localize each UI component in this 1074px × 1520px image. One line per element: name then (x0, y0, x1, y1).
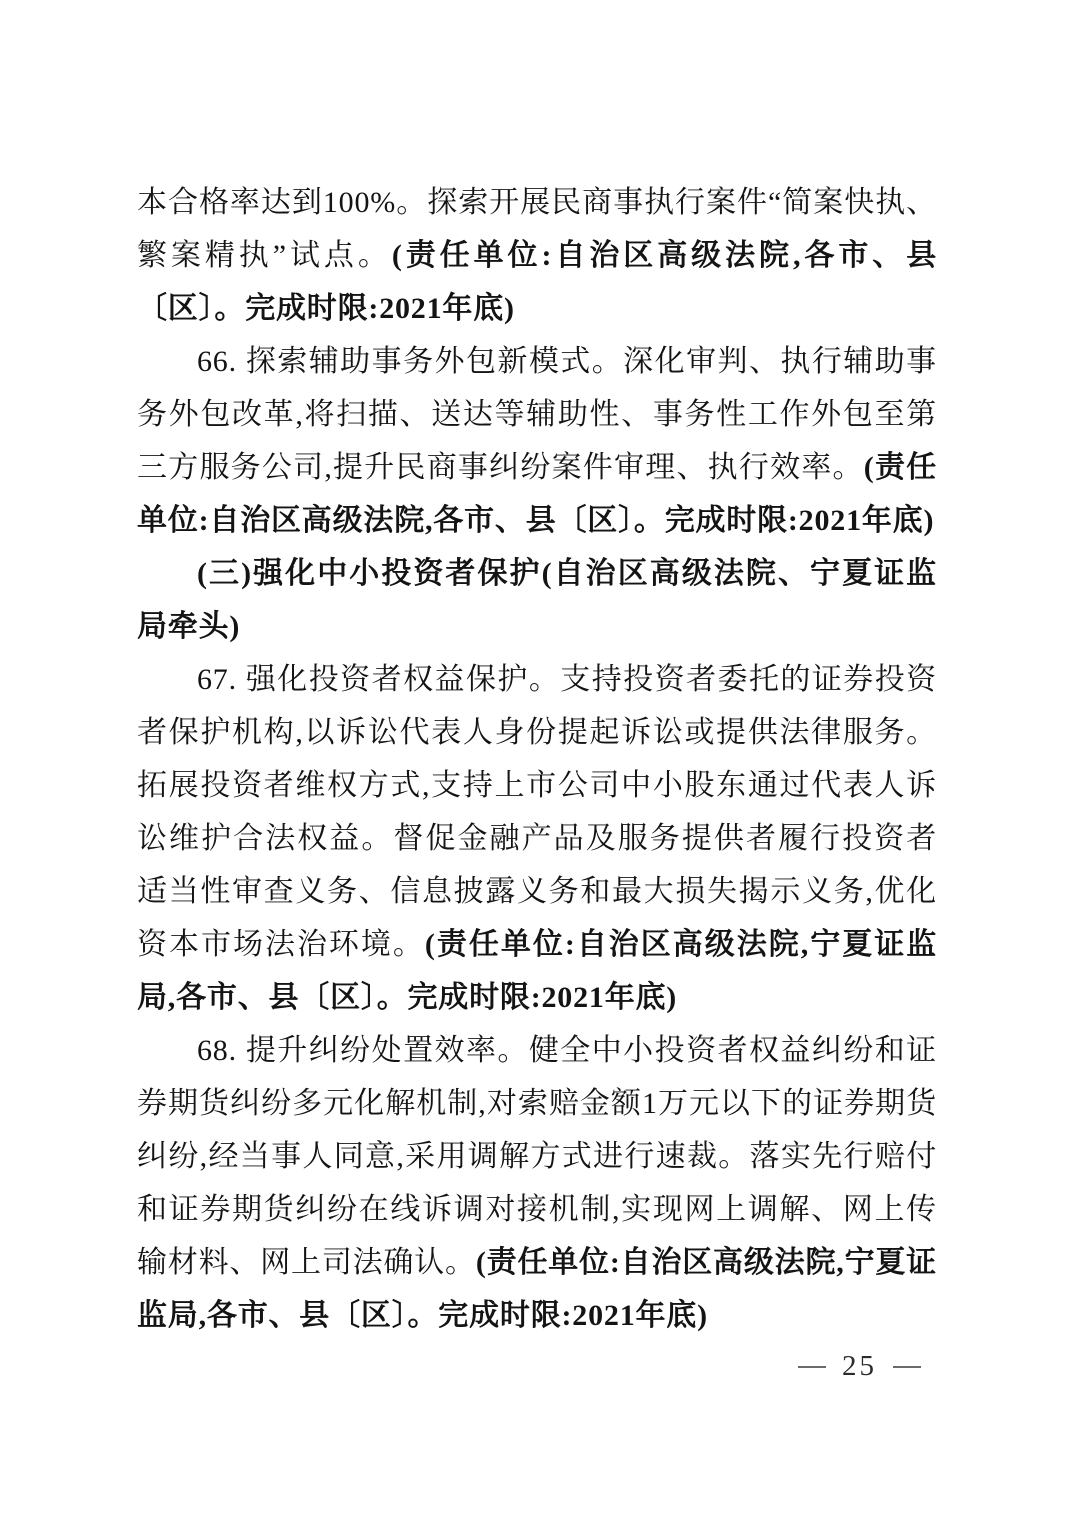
para-67 (137, 653, 937, 1024)
footer-left-dash (798, 1366, 826, 1368)
bold-text-segment: (责任单位:自治区高级法院,各市、县〔区〕。完成时限:2021年底) (137, 239, 937, 325)
para-65-continuation (137, 176, 937, 335)
bold-text-segment: (责任单位:自治区高级法院,宁夏证监局,各市、县〔区〕。完成时限:2021年底) (137, 1246, 937, 1332)
text-segment: 67. 强化投资者权益保护。支持投资者委托的证券投资者保护机构,以诉讼代表人身份提起诉讼或提供法律服务。拓展投资者维权方式,支持上市公司中小股东通过代表人诉讼维护合法权益。督促金融产品及服务提供者履行投资者适当性审查义务、信息披露义务和最大损失揭示义务,优化资本市场法治环境。 (137, 663, 937, 961)
para-68 (137, 1024, 937, 1342)
para-66 (137, 335, 937, 547)
page-number: 25 (842, 1350, 877, 1382)
text-segment: 本合格率达到100%。探索开展民商事执行案件“简案快执、繁案精执”试点。 (137, 186, 937, 272)
bold-text-segment: (责任单位:自治区高级法院,各市、县〔区〕。完成时限:2021年底) (137, 451, 938, 537)
document-body (137, 176, 937, 1342)
text-segment: 66. 探索辅助事务外包新模式。深化审判、执行辅助事务外包改革,将扫描、送达等辅助性、事务性工作外包至第三方服务公司,提升民商事纠纷案件审理、执行效率。 (137, 345, 937, 484)
bold-text-segment: (三)强化中小投资者保护(自治区高级法院、宁夏证监局牵头) (137, 557, 937, 643)
bold-text-segment: (责任单位:自治区高级法院,宁夏证监局,各市、县〔区〕。完成时限:2021年底) (137, 928, 937, 1014)
footer-right-dash (893, 1366, 921, 1368)
text-segment: 68. 提升纠纷处置效率。健全中小投资者权益纠纷和证券期货纠纷多元化解机制,对索赔金额1万元以下的证券期货纠纷,经当事人同意,采用调解方式进行速裁。落实先行赔付和证券期货纠纷在线诉调对接机制,实现网上调解、网上传输材料、网上司法确认。 (137, 1034, 937, 1279)
page-footer (0, 1350, 937, 1383)
heading-section-three (137, 547, 937, 653)
